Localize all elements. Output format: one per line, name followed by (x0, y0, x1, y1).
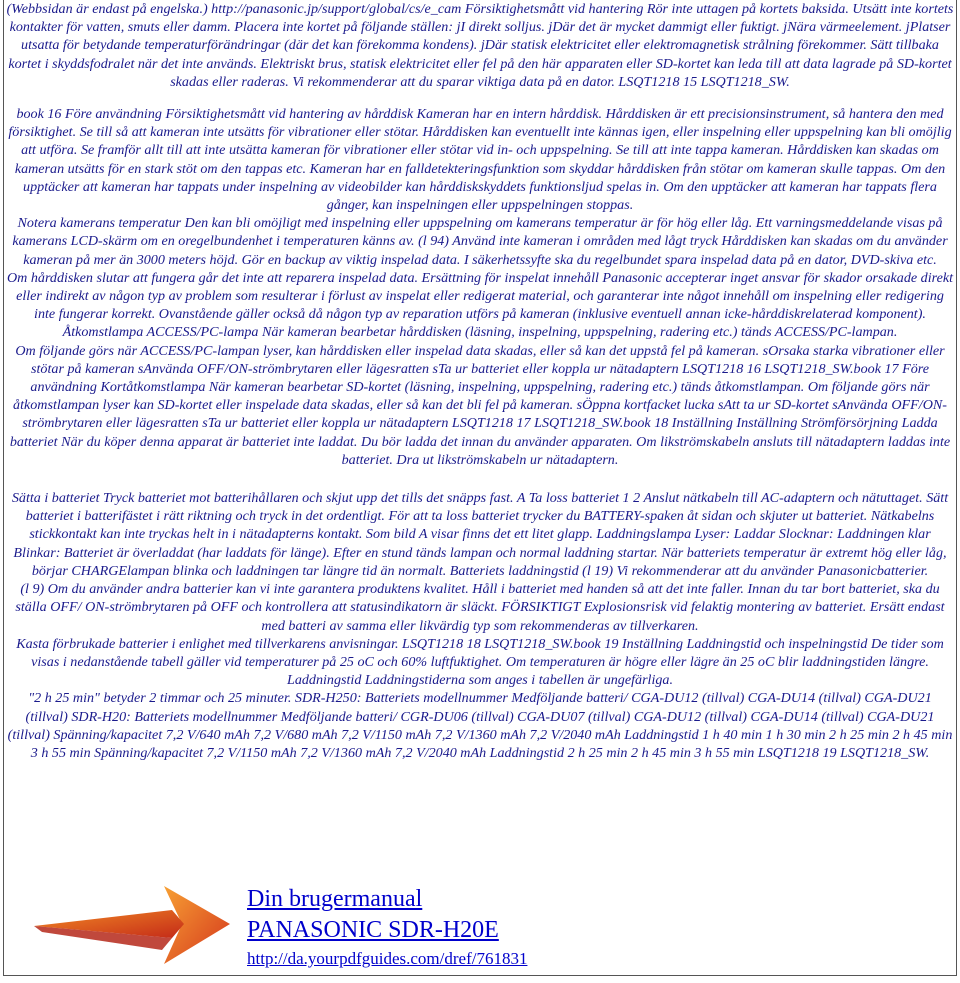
paragraph-charging-time: Kasta förbrukade batterier i enlighet med tillverkarens anvisningar. LSQT1218 18 LSQT1218_SW.book 19 Inställning Laddningstid och inspelningstid De tider som visas i nedanstående tabell gäller vid temperaturer på 25 oC och 60% luftfuktighet. Om temperaturen är högre eller lägre än 25 oC blir laddningstiden längre. Laddningstid Laddningstiderna som anges i tabellen är ungefärliga. (16, 635, 944, 689)
footer (12, 880, 592, 970)
paragraph-battery-warning: (l 9) Om du använder andra batterier kan vi inte garantera produktens kvalitet. Håll i batteriet med handen så att det inte faller. Innan du tar bort batteriet, ska du ställa OFF/ ON-strömbrytaren på OFF och kontrollera att statusindikatorn är släckt. FÖRSIKTIGT Explosionsrisk vid felaktig montering av batteriet. Ersätt endast med batteri av samma eller likvärdig typ som rekommenderas av tillverkaren. (15, 581, 945, 634)
paragraph-battery-insert: Sätta i batteriet Tryck batteriet mot batterihållaren och skjut upp det tills det snäpps fast. A Ta loss batteriet 1 2 Anslut nätkabeln till AC-adaptern och nätuttaget. Sätt batteriet i batterifästet i rätt riktning och tryck in det ordentligt. För att ta loss batteriet trycker du BATTERY-spaken åt sidan och skjuter ut batteriet. Nätkabelns stickkontakt kan inte tryckas helt in i nätadapterns kontakt. Som bild A visar finns det ett litet glapp. Laddningslampa Lyser: Laddar Slocknar: Laddningen klar Blinkar: Batteriet är överladdat (har laddats för länge). Efter en stund tänds lampan och normal laddning startar. När batteriets temperatur är extremt hög eller låg, börjar CHARGElampan blinka och laddningen tar längre tid än normalt. Batteriets laddningstid (l 19) Vi rekommenderar att du använder Panasonicbatterier. (11, 490, 949, 579)
model-link[interactable]: PANASONIC SDR-H20E (247, 917, 499, 943)
manual-title-link[interactable]: Din brugermanual (247, 886, 423, 912)
paragraph-hdd-handling: book 16 Före användning Försiktighetsmått vid hantering av hårddisk Kameran har en intern hårddisk. Hårddisken är ett precisionsinstrument, så hantera den med försiktighet. Se till så att kameran inte utsätts för vibrationer eller stötar. Hårddisken kan eventuellt inte kännas igen, eller inspelning eller uppspelning kan bli omöjlig att utföra. Se framför allt till att inte utsätta kameran för vibrationer eller stötar vid in- och uppspelning. Se till att inte tappa kameran. Hårddisken kan skadas om kameran utsätts för en stark stöt om den tappas etc. Kameran har en falldetekteringsfunktion som skyddar hårddisken från stötar om kameran skulle tappas. Om den upptäcker att kameran har tappats under inspelning av videobilder kan hårddiskskyddets funktionsljud spelas in. Om den upptäcker att kameran har tappats flera gånger, kan inspelningen eller uppspelningen stoppas. (8, 106, 952, 214)
paragraph-access-lamp: Om följande görs när ACCESS/PC-lampan lyser, kan hårddisken eller inspelad data skadas, eller så kan det uppstå fel på kameran. sOrsaka starka vibrationer eller stötar på kameran sAnvända OFF/ON-strömbrytaren eller lägesratten sTa ur batteriet eller koppla ur nätadaptern LSQT1218 16 LSQT1218_SW.book 17 Före användning Kortåtkomstlampa När kameran bearbetar SD-kortet (läsning, inspelning, uppspelning, radering etc.) tänds åtkomstlampan. Om följande görs när åtkomstlampan lyser kan SD-kortet eller inspelade data skadas, eller så kan det bli fel på kameran. sÖppna kortfacket lucka sAtt ta ur SD-kortet sAnvända OFF/ON-strömbrytaren eller lägesratten sTa ur batteriet eller koppla ur nätadaptern LSQT1218 17 LSQT1218_SW.book 18 Inställning Inställning Strömförsörjning Ladda batteriet När du köper denna apparat är batteriet inte laddat. Du bör ladda det innan du använder apparaten. Om likströmskabeln ansluts till nätadaptern laddas inte batteriet. Dra ut likströmskabeln ur nätadaptern. (9, 342, 951, 468)
paragraph-sd-card-handling: (Webbsidan är endast på engelska.) http://panasonic.jp/support/global/cs/e_cam Försiktighetsmått vid hantering Rör inte uttagen på kortets baksida. Utsätt inte kortets kontakter för vatten, smuts eller damm. Placera inte kortet på följande ställen: jI direkt solljus. jDär det är mycket dammigt eller fuktigt. jNära värmeelement. jPlatser utsatta för betydande temperaturförändringar (där det kan förekomma kondens). jDär statisk elektricitet eller elektromagnetisk strålning förekommer. Sätt tillbaka kortet i skyddsfodralet när det inte används. Elektriskt brus, statisk elektricitet eller fel på den här apparaten eller SD-kortet kan leda till att data lagrade på SD-kortet skadas eller raderas. Vi rekommenderar att du sparar viktiga data på en dator. LSQT1218 15 LSQT1218_SW. (6, 1, 954, 90)
footer-links (247, 884, 527, 969)
paragraph-battery-table: "2 h 25 min" betyder 2 timmar och 25 minuter. SDR-H250: Batteriets modellnummer Medföljande batteri/ CGA-DU12 (tillval) CGA-DU14 (tillval) CGA-DU21 (tillval) SDR-H20: Batteriets modellnummer Medföljande batteri/ CGR-DU06 (tillval) CGA-DU07 (tillval) CGA-DU12 (tillval) CGA-DU14 (tillval) CGA-DU21 (tillval) Spänning/kapacitet 7,2 V/640 mAh 7,2 V/680 mAh 7,2 V/1150 mAh 7,2 V/1360 mAh 7,2 V/2040 mAh Laddningstid 1 h 40 min 1 h 30 min 2 h 25 min 2 h 45 min 3 h 55 min Spänning/kapacitet 7,2 V/1150 mAh 7,2 V/1360 mAh 7,2 V/2040 mAh Laddningstid 2 h 25 min 2 h 45 min 3 h 55 min LSQT1218 19 LSQT1218_SW. (7, 690, 953, 761)
paragraph-hdd-failure: Om hårddisken slutar att fungera går det inte att reparera inspelad data. Ersättning för inspelat innehåll Panasonic accepterar inget ansvar för skador orsakade direkt eller indirekt av någon typ av problem som resulterar i förlust av inspelat eller redigerat material, och garanterar inte något innehåll om inspelning eller redigering inte fungerar korrekt. Ovanstående gäller också då någon typ av reparation utförs på kameran (inklusive eventuell annan icke-hårddiskrelaterad komponent). Åtkomstlampa ACCESS/PC-lampa När kameran bearbetar hårddisken (läsning, inspelning, uppspelning, radering etc.) tänds ACCESS/PC-lampan. (6, 269, 954, 341)
paragraph-temperature: Notera kamerans temperatur Den kan bli omöjligt med inspelning eller uppspelning om kamerans temperatur är för hög eller låg. Ett varningsmeddelande visas på kamerans LCD-skärm om en oregelbundenhet i temperaturen känns av. (l 94) Använd inte kameran i områden med lågt tryck Hårddisken kan skadas om du använder kameran på mer än 3000 meters höjd. Gör en backup av viktig inspelad data. I säkerhetssyfte ska du regelbundet spara inspelad data på en dator, DVD-skiva etc. (12, 215, 948, 268)
document-page (3, 0, 957, 976)
source-url-link[interactable]: http://da.yourpdfguides.com/dref/761831 (247, 949, 528, 968)
document-body (6, 0, 954, 762)
arrow-logo-icon (12, 880, 240, 970)
